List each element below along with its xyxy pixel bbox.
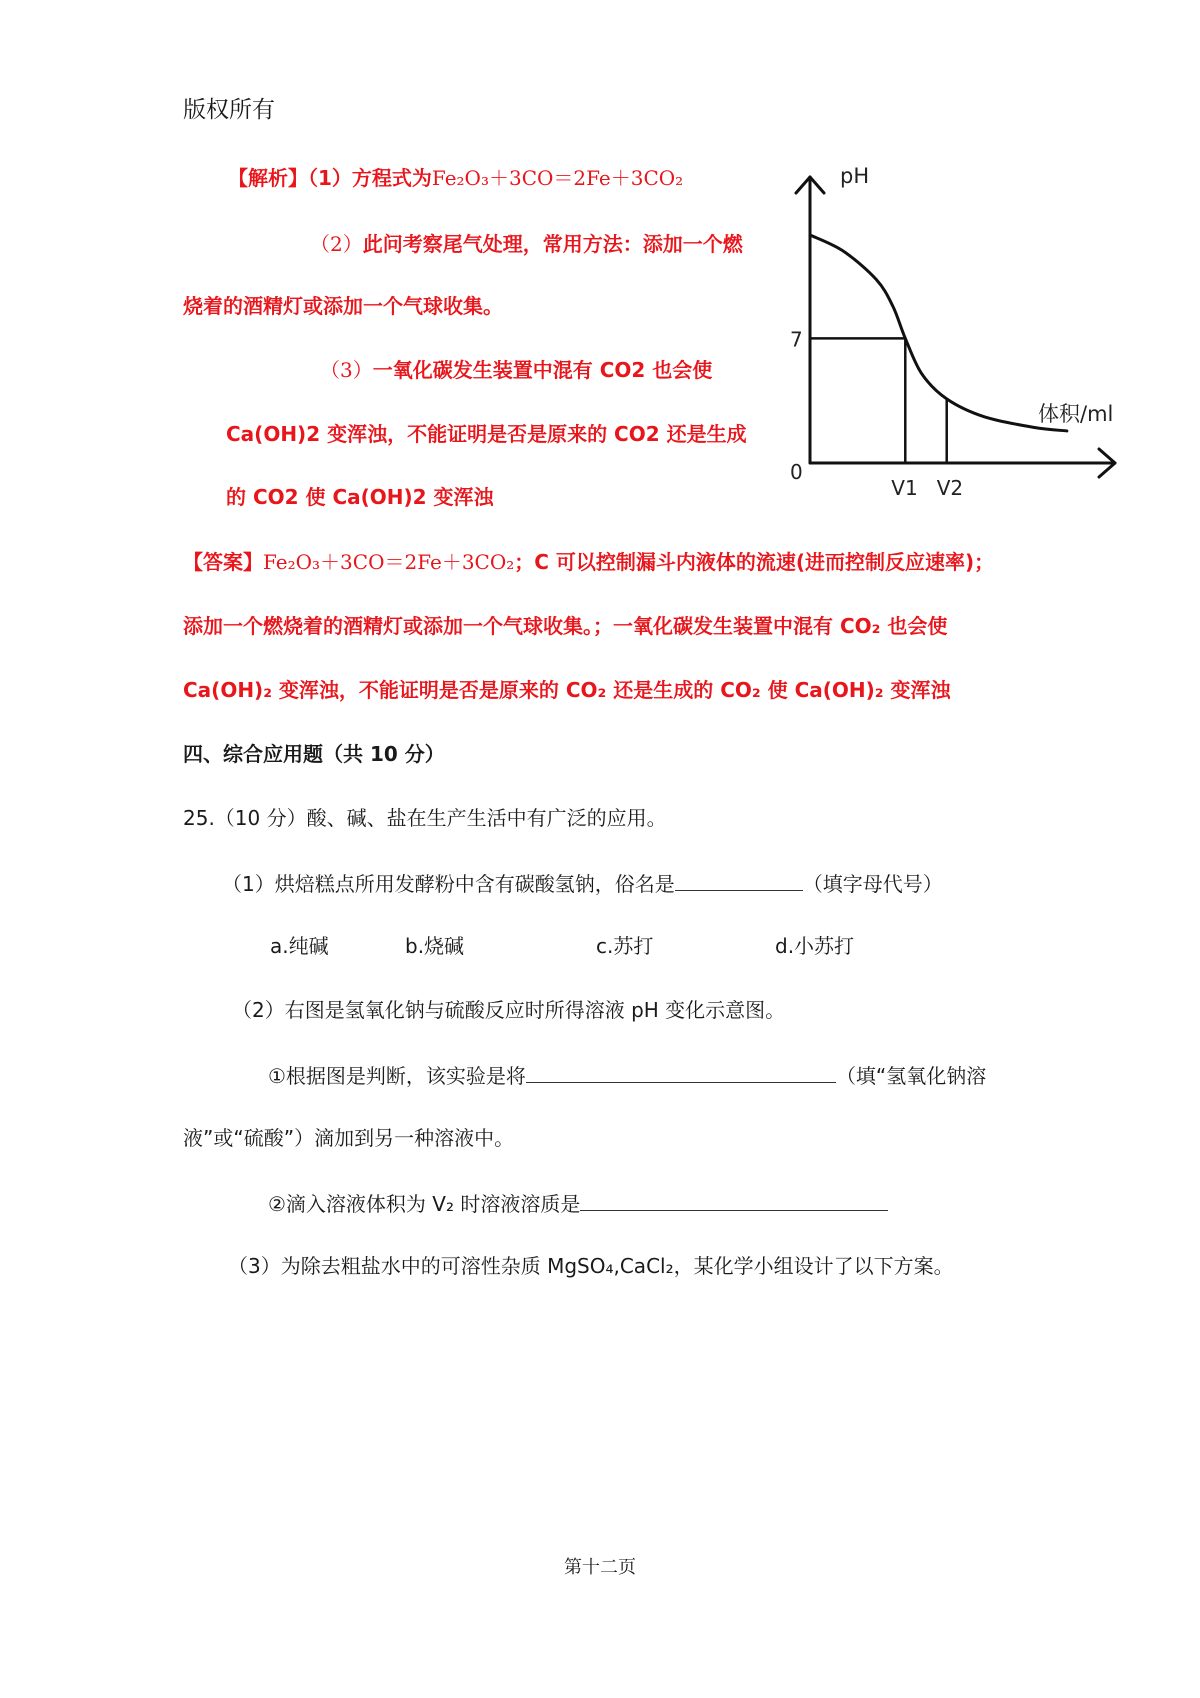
q25-part2: （2）右图是氢氧化钠与硫酸反应时所得溶液 pH 变化示意图。: [232, 998, 786, 1022]
analysis-p3-line3: 的 CO2 使 Ca(OH)2 变浑浊: [226, 485, 494, 509]
analysis-line-1: [228, 164, 683, 192]
answer-blank-3[interactable]: [580, 1188, 888, 1211]
origin-label: 0: [790, 460, 803, 484]
q25-part2-1: [268, 1060, 986, 1090]
y-axis-label: pH: [840, 165, 870, 188]
x-tick-label-v2: V2: [936, 476, 964, 500]
option-a: a.纯碱: [270, 934, 329, 958]
answer-line1-rest: ；C 可以控制漏斗内液体的流速(进而控制反应速率)；: [514, 550, 995, 574]
analysis-p1-prefix: （1）方程式为: [308, 166, 432, 190]
answer-blank-1[interactable]: [675, 868, 803, 891]
analysis-line-2: [310, 230, 743, 258]
analysis-label: 【解析】: [228, 166, 308, 190]
answer-line-3: Ca(OH)₂ 变浑浊，不能证明是否是原来的 CO₂ 还是生成的 CO₂ 使 Ca(OH)₂ 变浑浊: [183, 678, 951, 702]
copyright-text: 版权所有: [183, 97, 275, 123]
answer-line-2: 添加一个燃烧着的酒精灯或添加一个气球收集。；一氧化碳发生装置中混有 CO₂ 也会使: [183, 614, 948, 638]
option-d: d.小苏打: [775, 934, 855, 958]
q25-part2-1-prefix: ①根据图是判断，该实验是将: [268, 1064, 526, 1088]
q25-part2-2-prefix: ②滴入溶液体积为 V₂ 时溶液溶质是: [268, 1192, 581, 1216]
answer-equation: Fe₂O₃＋3CO＝2Fe＋3CO₂: [263, 550, 515, 574]
analysis-p3-line2: Ca(OH)2 变浑浊，不能证明是否是原来的 CO2 还是生成: [226, 422, 747, 446]
y-tick-label: 7: [790, 327, 803, 352]
answer-blank-2[interactable]: [526, 1060, 836, 1083]
option-c: c.苏打: [596, 934, 654, 958]
chart-marks: [810, 235, 1067, 463]
analysis-p2-line2: 烧着的酒精灯或添加一个气球收集。: [183, 294, 503, 318]
q25-part3: （3）为除去粗盐水中的可溶性杂质 MgSO₄,CaCl₂，某化学小组设计了以下方案。: [228, 1254, 954, 1278]
analysis-equation: Fe₂O₃＋3CO＝2Fe＋3CO₂: [431, 166, 684, 190]
analysis-line-4: [320, 356, 712, 384]
answer-line-1: [183, 548, 994, 576]
section-title: 四、综合应用题（共 10 分）: [183, 742, 445, 766]
analysis-p3-num: （3）: [320, 358, 373, 382]
q25-part1: [222, 868, 943, 898]
answer-label: 【答案】: [183, 550, 263, 574]
analysis-p3-line1: 一氧化碳发生装置中混有 CO2 也会使: [372, 358, 713, 382]
analysis-p2-line1: 此问考察尾气处理，常用方法：添加一个燃: [362, 232, 743, 256]
q25-part2-2: [268, 1188, 888, 1218]
analysis-p2-num: （2）: [310, 232, 363, 256]
q25-part1-suffix: （填字母代号）: [802, 872, 943, 896]
q25-stem: 25.（10 分）酸、碱、盐在生产生活中有广泛的应用。: [183, 806, 667, 830]
page-number: 第十二页: [564, 1557, 636, 1578]
q25-part2-1-suffix: （填“氢氧化钠溶: [835, 1064, 987, 1088]
option-b: b.烧碱: [405, 934, 465, 958]
ph-curve: [810, 235, 1067, 431]
q25-part1-prefix: （1）烘焙糕点所用发酵粉中含有碳酸氢钠，俗名是: [222, 872, 675, 896]
x-axis-label: 体积/ml: [1038, 402, 1114, 426]
q25-part2-1-cont: 液”或“硫酸”）滴加到另一种溶液中。: [183, 1126, 515, 1150]
x-tick-label-v1: V1: [891, 476, 918, 500]
ph-chart: [770, 165, 1150, 505]
chart-axes: [790, 165, 1115, 500]
